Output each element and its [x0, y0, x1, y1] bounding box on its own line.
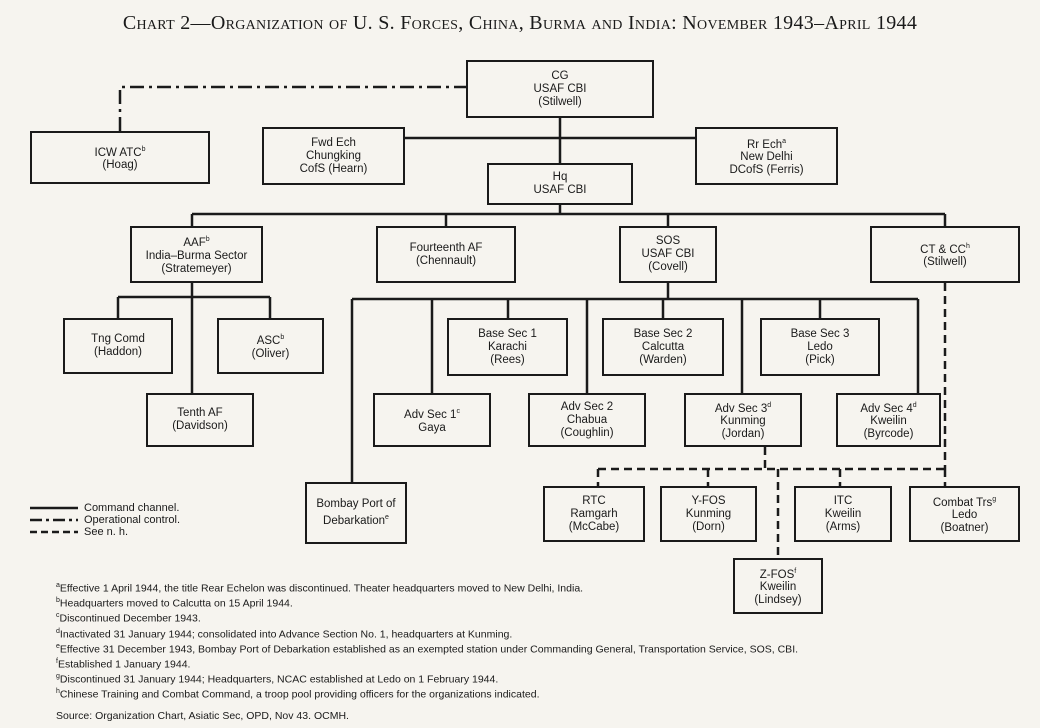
tng-comd-box — [63, 318, 173, 374]
legend-operational-label: Operational control. — [84, 514, 180, 526]
adv-sec-4-line1: Adv Sec 4$^d$ — [860, 401, 917, 415]
base-sec-1-box — [447, 318, 568, 376]
combat-trs-footnote-mark: g — [992, 495, 997, 503]
base-sec-2-box — [602, 318, 724, 376]
bombay-footnote-mark: e — [385, 514, 389, 522]
dashed-line-swatch — [30, 529, 78, 535]
sos-line1: SOS — [655, 235, 681, 247]
tng-comd-line1: Tng Comd — [91, 333, 145, 345]
asc-line1: ASC$^b$ — [256, 334, 285, 347]
rr-ech-box — [695, 127, 838, 185]
adv-sec-2-line1: Adv Sec 2 — [560, 400, 614, 413]
rtc-line2: Ramgarh — [570, 507, 618, 520]
y-fos-box — [660, 486, 757, 542]
fwd-ech-line3: CofS (Hearn) — [299, 162, 368, 175]
itc-line2: Kweilin — [824, 507, 862, 520]
cg-line1: CG — [551, 69, 569, 82]
footnote: $^e$Effective 31 December 1943, Bombay Port of Debarkation established as an exempted station under Commanding General, Transportation Service, SOS, CBI. — [56, 642, 799, 656]
legend-command — [30, 502, 180, 514]
asc-box — [217, 318, 324, 374]
y-fos-line3: (Dorn) — [692, 520, 725, 533]
footnote: $^g$Discontinued 31 January 1944; Headquarters, NCAC established at Ledo on 1 February 1944. — [56, 673, 499, 686]
bombay-line2: Debarkation$^e$ — [323, 514, 389, 527]
icw-atc-line2: (Hoag) — [102, 159, 138, 172]
asc-footnote-mark: b — [280, 334, 285, 342]
base-sec-2-line2: Calcutta — [641, 340, 685, 353]
source-note: Source: Organization Chart, Asiatic Sec, OPD, Nov 43. OCMH. — [56, 710, 349, 722]
base-sec-3-line3: (Pick) — [805, 353, 835, 366]
footnote: $^f$Established 1 January 1944. — [56, 658, 191, 671]
aaf-box — [130, 226, 263, 283]
combat-trs-line1: Combat Trs$^g$ — [932, 495, 997, 509]
aaf-line3: (Stratemeyer) — [161, 262, 232, 275]
fourteenth-af-line2: (Chennault) — [415, 254, 477, 267]
footnote: $^a$Effective 1 April 1944, the title Rear Echelon was discontinued. Theater headquarters moved to New Delhi, India. — [56, 582, 584, 595]
base-sec-1-line2: Karachi — [488, 340, 527, 353]
sos-line3: (Covell) — [648, 261, 688, 273]
fwd-ech-line1: Fwd Ech — [311, 136, 356, 149]
bombay-port-box — [305, 482, 407, 544]
asc-line2: (Oliver) — [251, 347, 290, 360]
tenth-af-line1: Tenth AF — [177, 407, 223, 419]
bombay-line1: Bombay Port of — [316, 498, 396, 511]
combat-trs-line3: (Boatner) — [940, 522, 989, 535]
rr-ech-line2: New Delhi — [740, 151, 793, 164]
ct-cc-box — [870, 226, 1020, 283]
tenth-af-line2: (Davidson) — [172, 420, 228, 432]
fwd-ech-box — [262, 127, 405, 185]
dash-dot-line-swatch — [30, 517, 78, 523]
base-sec-2-line3: (Warden) — [639, 353, 687, 366]
legend-command-label: Command channel. — [84, 502, 180, 514]
adv-sec-1-box — [373, 393, 491, 447]
footnote: $^d$Inactivated 31 January 1944; consolidated into Advance Section No. 1, headquarters at Kunming. — [56, 627, 513, 641]
tng-comd-line2: (Haddon) — [94, 346, 142, 358]
ct-cc-footnote-mark: h — [965, 242, 970, 250]
adv-sec-2-line2: Chabua — [566, 413, 608, 426]
adv-sec-3-box — [684, 393, 802, 447]
fourteenth-af-box — [376, 226, 516, 283]
aaf-line1: AAF$^b$ — [183, 236, 210, 249]
adv-sec-1-line1: Adv Sec 1$^c$ — [404, 408, 460, 421]
chart-title: Chart 2—Organization of U. S. Forces, China, Burma and India: November 1943–April 1944 — [122, 12, 918, 34]
adv-sec-2-line3: (Coughlin) — [560, 426, 614, 439]
hq-line1: Hq — [552, 171, 568, 183]
rr-ech-line3: DCofS (Ferris) — [729, 164, 804, 177]
icw-atc-box — [30, 131, 210, 184]
adv-sec-2-box — [528, 393, 646, 447]
combat-trs-box — [909, 486, 1020, 542]
aaf-line2: India–Burma Sector — [145, 249, 248, 262]
rtc-line1: RTC — [582, 494, 606, 507]
icw-atc-line1: ICW ATC$^b$ — [94, 145, 146, 159]
z-fos-line3: (Lindsey) — [754, 594, 802, 607]
rr-ech-line1: Rr Ech$^a$ — [746, 137, 787, 151]
cg-line3: (Stilwell) — [538, 95, 582, 108]
z-fos-footnote-mark: f — [794, 567, 797, 575]
solid-line-swatch — [30, 505, 78, 511]
ct-cc-line1: CT & $CC^h$ — [920, 242, 970, 256]
cg-box — [466, 60, 654, 118]
fwd-ech-line2: Chungking — [306, 149, 361, 162]
adv-sec-4-box — [836, 393, 941, 447]
adv-sec-4-footnote-mark: d — [912, 401, 917, 409]
footnote: $^h$Chinese Training and Combat Command, a troop pool providing officers for the organizations indicated. — [56, 688, 540, 701]
combat-trs-line2: Ledo — [951, 509, 978, 522]
legend-see-h — [30, 526, 180, 538]
aaf-footnote-mark: b — [205, 236, 210, 244]
z-fos-line1: Z-FOS$^f$ — [759, 567, 797, 581]
adv-sec-3-line2: Kunming — [720, 415, 766, 428]
footnote: $^c$Discontinued December 1943. — [56, 612, 201, 625]
rtc-box — [543, 486, 645, 542]
sos-line2: USAF CBI — [641, 248, 695, 260]
hq-line2: USAF CBI — [533, 184, 587, 196]
z-fos-line2: Kweilin — [759, 581, 797, 594]
itc-line1: ITC — [833, 494, 853, 507]
adv-sec-3-line1: Adv Sec 3$^d$ — [714, 401, 772, 415]
hq-box — [487, 163, 633, 205]
adv-sec-1-line2: Gaya — [418, 421, 446, 434]
legend-operational — [30, 514, 180, 526]
y-fos-line1: Y-FOS — [691, 494, 726, 507]
base-sec-1-line3: (Rees) — [490, 353, 525, 366]
y-fos-line2: Kunming — [685, 507, 732, 520]
base-sec-1-line1: Base Sec 1 — [478, 327, 537, 340]
rr-ech-footnote-mark: a — [782, 137, 787, 145]
base-sec-3-line1: Base Sec 3 — [790, 327, 850, 340]
adv-sec-4-line3: (Byrcode) — [863, 428, 914, 441]
cg-line2: USAF CBI — [533, 82, 587, 95]
footnote: $^b$Headquarters moved to Calcutta on 15 April 1944. — [56, 597, 293, 610]
itc-line3: (Arms) — [825, 520, 861, 533]
footnotes — [56, 580, 798, 702]
legend-see-h-label: See n. h. — [84, 526, 129, 538]
sos-box — [619, 226, 717, 283]
tenth-af-box — [146, 393, 254, 447]
base-sec-2-line1: Base Sec 2 — [633, 327, 693, 340]
icw-atc-footnote-mark: b — [141, 145, 146, 153]
rtc-line3: (McCabe) — [568, 520, 620, 533]
adv-sec-3-footnote-mark: d — [767, 401, 772, 409]
base-sec-3-box — [760, 318, 880, 376]
adv-sec-1-footnote-mark: c — [456, 408, 460, 416]
adv-sec-4-line2: Kweilin — [870, 415, 907, 428]
itc-box — [794, 486, 892, 542]
base-sec-3-line2: Ledo — [807, 340, 833, 353]
fourteenth-af-line1: Fourteenth AF — [409, 241, 483, 254]
legend — [30, 502, 180, 538]
ct-cc-line2: (Stilwell) — [923, 256, 967, 269]
adv-sec-3-line3: (Jordan) — [721, 428, 765, 441]
